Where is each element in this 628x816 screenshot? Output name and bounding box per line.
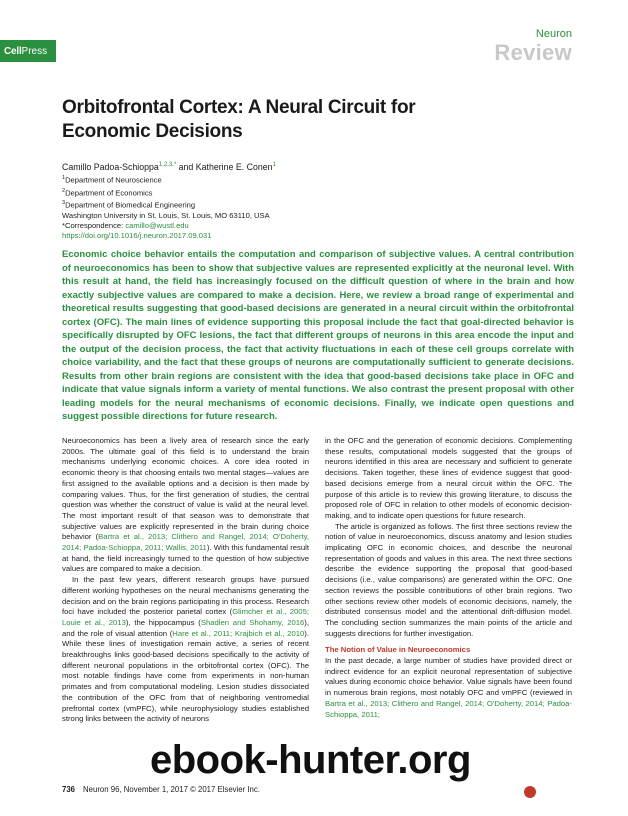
body-paragraph [62, 575, 309, 725]
author-name: Camillo Padoa-Schioppa [62, 162, 159, 172]
doi-link[interactable]: https://doi.org/10.1016/j.neuron.2017.09.031 [62, 230, 212, 240]
body-paragraph: in the OFC and the generation of economic decisions. Complementing these results, computational models suggested that the groups of neurons identified in this area are necessary and sufficient to generate decisions. Taken together, these lines of evidence suggest that good-based decisions emerge from a neural circuit within the OFC. The purpose of this article is to review this growing literature, to discuss the proposed role of OFC in relation to other models of economic decision-making, and to indicate open questions for future research. [325, 436, 572, 520]
cellpress-logo [0, 40, 56, 62]
affiliation-number: 1 [62, 175, 66, 181]
footer-citation: Neuron 96, November 1, 2017 © 2017 Elsevier Inc. [83, 785, 260, 794]
correspondence-label: *Correspondence: [62, 220, 126, 230]
affiliation-number: 3 [62, 200, 66, 207]
author-name: Katherine E. Conen [195, 162, 273, 172]
author-affiliation-marks: 1,2,3,* [158, 162, 177, 169]
affiliation-line [62, 186, 270, 199]
affiliation-line [62, 173, 270, 186]
body-text: ). With this fundamental result at hand, the field increasingly turned to the question of how subjective values are compared to make a decision. [62, 543, 309, 574]
body-text: Neuroeconomics has been a lively area of research since the early 2000s. The ultimate goal of this field is to understand the brain mechanisms underlying economic choices. A core idea rooted in economic theory is that choosing entails two mental stages—values are first assigned to the available options and a decision is then made by comparing values. Thus, for the first generation of studies, the central question was whether the construct of value is valid at the neural level. The most important result of that season was to demonstrate that subjective values are explicitly represented in the brain during choice behavior ( [62, 436, 309, 542]
affiliation-text: Department of Economics [65, 188, 153, 198]
body-text: In the past decade, a large number of studies have provided direct or indirect evidence for an explicit neuronal representation of subjective values during economic choice behavior. Value signals have been found in numerous brain regions, most notably OFC and vmPFC (reviewed in [325, 656, 572, 698]
citation-link[interactable]: Hare et al., 2011; Krajbich et al., 2010 [172, 628, 305, 638]
right-column [325, 436, 572, 720]
citation-link[interactable]: Bartra et al., 2013; Clithero and Rangel, 2014; O’Doherty, 2014; Padoa-Schioppa, 2011; [325, 698, 572, 719]
body-paragraph [325, 656, 572, 720]
correspondence-line [62, 221, 270, 231]
journal-name: Neuron [535, 28, 572, 40]
affiliation-line [62, 198, 270, 211]
affiliation-number: 2 [62, 187, 66, 194]
body-paragraph [62, 436, 309, 575]
body-text: ), the hippocampus ( [125, 617, 201, 627]
body-text: In the past few years, different research groups have pursued different working hypotheses on the neural mechanisms generating the decision and on the brain regions participating in this process. Research foci have included the posterior parietal cortex ( [62, 575, 309, 617]
citation-link[interactable]: Shadlen and Shohamy, 2016 [200, 617, 305, 627]
cellpress-logo-press: Press [21, 45, 48, 57]
author-connector: and [176, 162, 196, 172]
affiliation-text: Department of Biomedical Engineering [65, 200, 196, 210]
article-title: Orbitofrontal Cortex: A Neural Circuit for Economic Decisions [62, 97, 416, 142]
author-line [62, 162, 276, 172]
section-label: Review [494, 40, 572, 65]
cellpress-logo-cell: Cell [4, 45, 22, 57]
affiliation-text: Department of Neuroscience [65, 175, 162, 185]
crossmark-icon[interactable] [524, 786, 536, 798]
body-paragraph: The article is organized as follows. The first three sections review the notion of value in neuroeconomics, discuss anatomy and lesion studies implicating OFC in economic choices, and describe the neuronal representation of goods and values in this area. The next three sections describe the evidence supporting the proposal that good-based decisions (i.e., value comparisons) are generated within the OFC. One section reviews the possible contributions of other brain regions. Two other sections review other models of economic decisions, namely, the distributed consensus model and the attentional drift-diffusion model. The concluding section summarizes the main points of the article and suggests directions for further investigation. [325, 521, 572, 638]
correspondence-email-link[interactable]: camillo@wustl.edu [125, 220, 189, 230]
author-affiliation-marks: 1 [272, 162, 276, 169]
doi-line [62, 231, 270, 241]
abstract: Economic choice behavior entails the computation and comparison of subjective values. A central contribution of neuroeconomics has been to show that subjective values are represented explicitly at the neuronal level. With this result at hand, the field has increasingly focused on the difficult question of where in the brain and how exactly subjective values are compared to make a decision. Here, we review a broad range of experimental and theoretical results suggesting that good-based decisions are generated in a neural circuit within the orbitofrontal cortex (OFC). The main lines of evidence supporting this proposal include the fact that goal-directed behavior is specifically disrupted by OFC lesions, the fact that different groups of neurons in this area encode the input and the output of the decision process, the fact that activity fluctuations in each of these cell groups correlate with choice variability, and the fact that these groups of neurons are computationally sufficient to generate decisions. Results from other brain regions are consistent with the idea that good-based decisions take place in OFC and indicate that value signals inform a variety of mental functions. We also contrast the present proposal with other leading models for the neural mechanisms of economic decisions. Finally, we indicate open questions and suggest possible directions for future research. [62, 249, 574, 422]
watermark: ebook-hunter.org [150, 738, 471, 782]
left-column [62, 436, 309, 725]
body-text: ), and the role of visual attention ( [62, 617, 309, 638]
page-footer [62, 785, 260, 794]
body-text: ). While these lines of investigation remain active, a series of recent breakthroughs links good-based decisions specifically to the activity of different neuronal populations in the orbitofrontal cortex (OFC). The most notable findings have come from experiments in non-human primates and from computational modeling. Lesion studies dissociated the contribution of the OFC from that of neighboring ventromedial prefrontal cortex (vmPFC), while neurophysiology studies established strong links between the activity of neurons [62, 628, 309, 724]
affiliation-line [62, 211, 270, 221]
affiliations [62, 173, 270, 241]
citation-link[interactable]: Bartra et al., 2013; Clithero and Rangel, 2014; O’Doherty, 2014; Padoa-Schioppa, 2011; Wallis, 2011 [62, 532, 309, 553]
affiliation-text: Washington University in St. Louis, St. Louis, MO 63110, USA [62, 210, 270, 220]
page-number: 736 [62, 785, 76, 794]
citation-link[interactable]: Glimcher et al., 2005; Louie et al., 2013 [62, 607, 309, 627]
section-heading: The Notion of Value in Neuroeconomics [325, 645, 471, 655]
